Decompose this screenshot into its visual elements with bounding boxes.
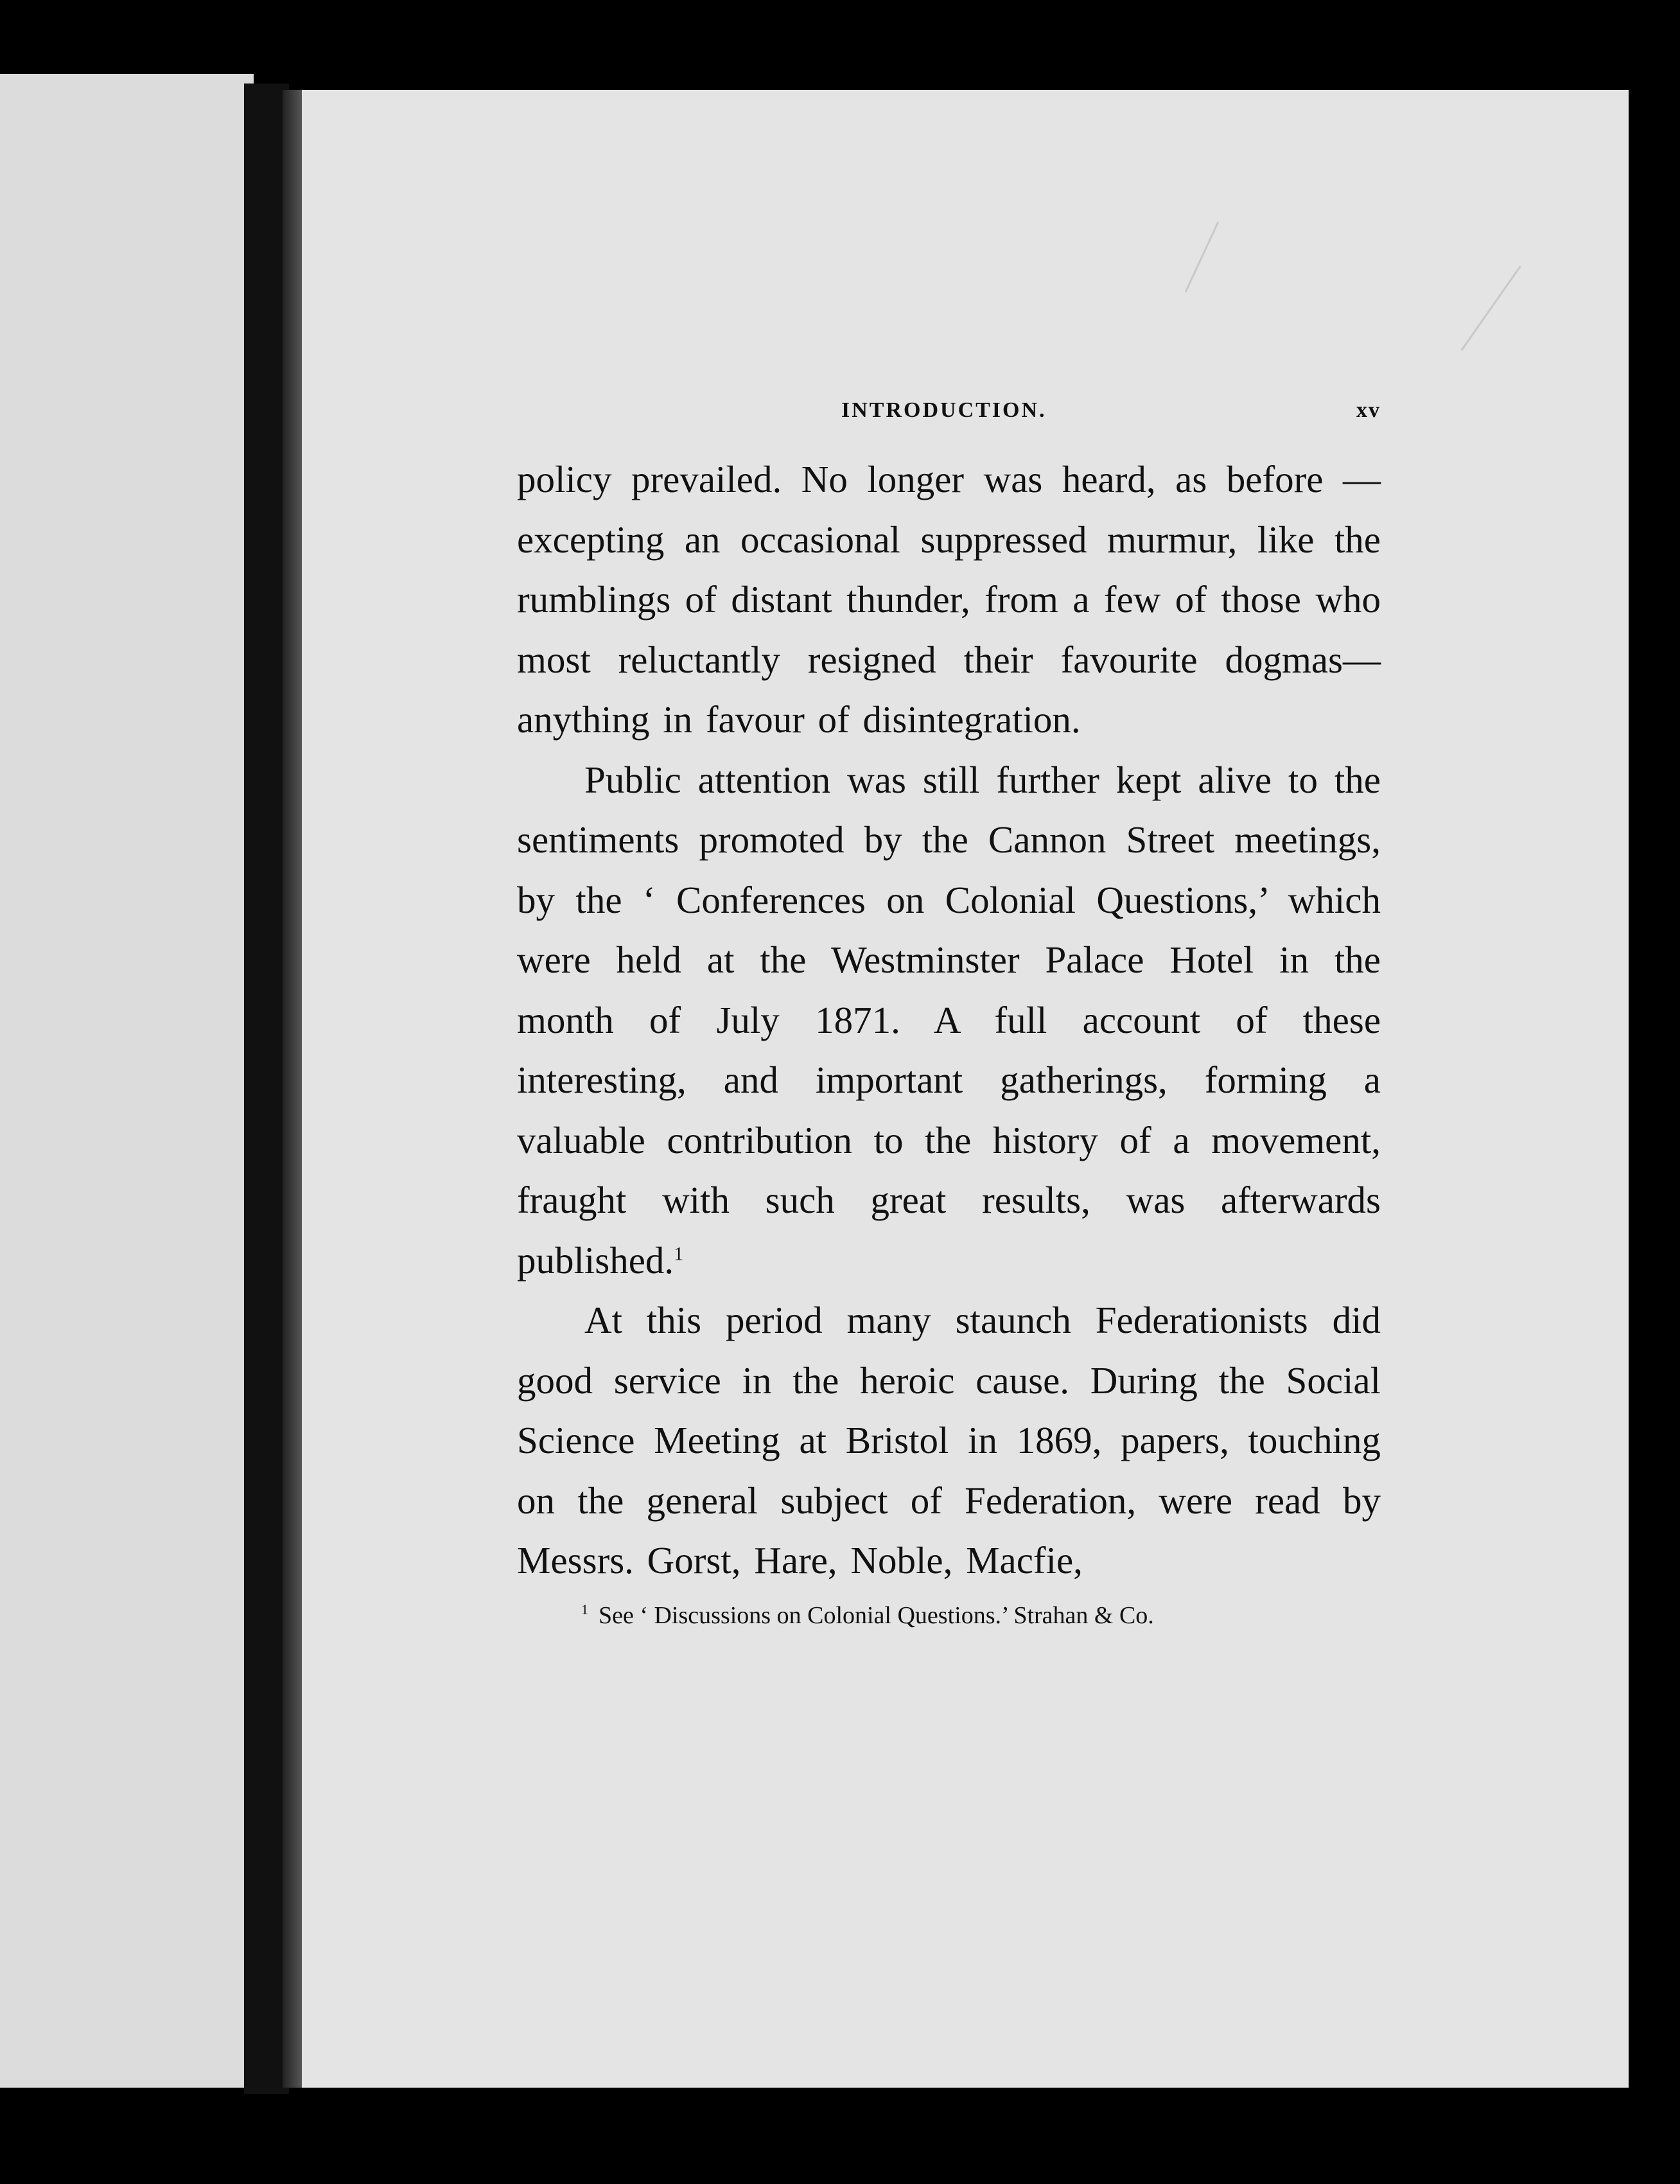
paragraph-3: At this period many staunch Federationists did good service in the heroic cause. During the Social Science Meeting at Bristol in 1869, papers, touching on the general subject of Federation, were read by Messrs. Gorst, Hare, Noble, Macfie, xyxy=(517,1299,1381,1581)
footnote-text: See ‘ Discussions on Colonial Questions.’ Strahan & Co. xyxy=(599,1601,1154,1629)
right-page xyxy=(302,90,1629,2088)
paragraph-2 xyxy=(517,750,1381,1291)
paper-blemish xyxy=(1185,222,1219,292)
footnote-reference: 1 xyxy=(674,1242,684,1264)
running-head-title: INTRODUCTION. xyxy=(841,398,1047,422)
page-text-block xyxy=(517,398,1381,1635)
footnote-marker: 1 xyxy=(581,1601,588,1617)
paper-blemish xyxy=(1460,266,1521,351)
paragraph-1: policy prevailed. No longer was heard, as before —excepting an occasional suppressed murmur, like the rumblings of distant thunder, from a few of those who most reluctantly resigned their favourite dogmas—anything in favour of disintegration. xyxy=(517,458,1381,741)
footnote xyxy=(581,1596,1381,1635)
paragraph-2-text: Public attention was still further kept alive to the sentiments promoted by the Cannon Street meetings, by the ‘ Conferences on Colonial Questions,’ which were held at the Westminster Palace Hotel in the month of July 1871. A full account of these interesting, and important gatherings, forming a valuable contribution to the history of a movement, fraught with such great results, was afterwards published. xyxy=(517,758,1381,1281)
running-head xyxy=(517,398,1381,450)
page-number: xv xyxy=(1356,398,1381,422)
left-page-edge xyxy=(0,74,254,2088)
